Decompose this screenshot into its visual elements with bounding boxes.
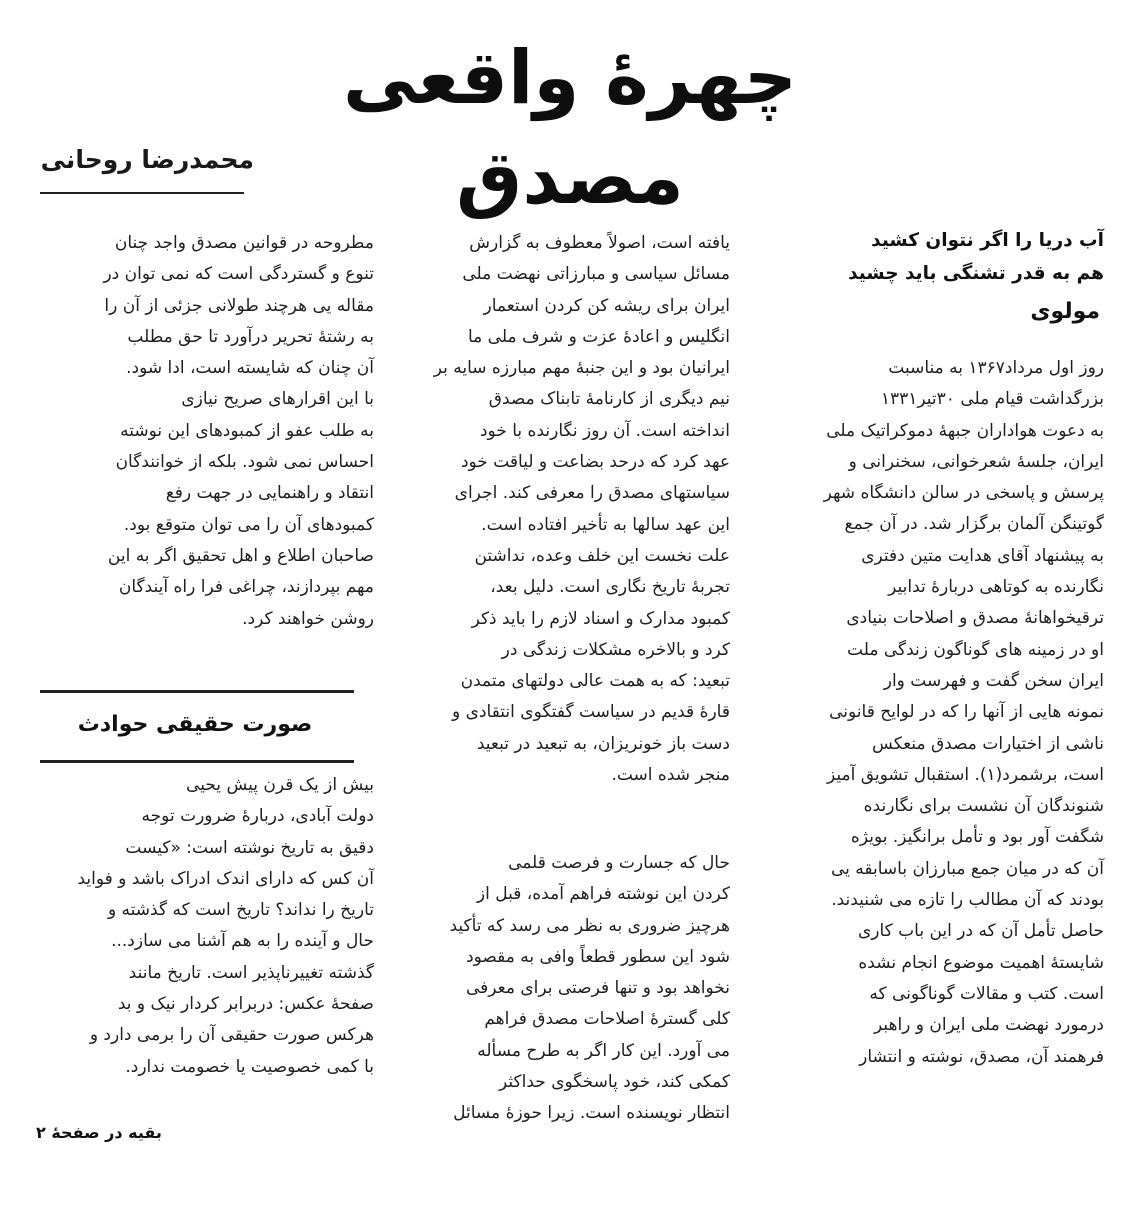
continued-note: بقیه در صفحهٔ ۲ xyxy=(36,1123,162,1142)
column-left-text-1: مطروحه در قوانین مصدق واجد چنان تنوع و گستردگی است که نمی توان در مقاله یی هرچند طولانی جزئی از آن را به رشتهٔ تحریر درآورد تا حق مطلب آن چنان که شایسته است، ادا شود. با این اقرارهای صریح نیازی به طلب عفو از کمبودهای این نوشته احساس نمی شود. بلکه از خوانندگان انتقاد و راهنمایی در جهت رفع کمبودهای آن را می توان متوقع بود. صاحبان اطلاع و اهل تحقیق اگر به این مهم بپردازند، چراغی فرا راه آیندگان روشن خواهند کرد. xyxy=(103,233,374,629)
author-underline xyxy=(40,192,244,194)
column-middle-text-2: حال که جسارت و فرصت قلمی کردن این نوشته فراهم آمده، قبل از هرچیز ضروری به نظر می رسد که تأکید شود این سطور قطعاً وافی به مقصود نخواهد بود و تنها فرصتی برای معرفی کلی گسترهٔ اصلاحات مصدق فراهم می آورد. این کار اگر به طرح مسأله کمکی کند، خود پاسخگوی حداکثر انتظار نویسنده است. زیرا حوزهٔ مسائل xyxy=(449,853,730,1124)
epigraph-poem: آب دریا را اگر نتوان کشید هم به قدر تشنگی باید چشید xyxy=(848,230,1104,284)
epigraph-poet: مولوی xyxy=(1030,299,1100,324)
article-title: چهرهٔ واقعی مصدق xyxy=(342,35,798,221)
column-middle-text-1: یافته است، اصولاً معطوف به گزارش مسائل سیاسی و مبارزاتی نهضت ملی ایران برای ریشه کن کردن استعمار انگلیس و اعادهٔ عزت و شرف ملی ما ایرانیان بود و این جنبهٔ مهم مبارزه سایه بر نیم دیگری از کارنامهٔ تابناک مصدق انداخته است. آن روز نگارنده با خود عهد کرد که درحد بضاعت و لیاقت خود سیاستهای مصدق را معرفی کند. اجرای این عهد سالها به تأخیر افتاده است. علت نخست این خلف وعده، نداشتن تجربهٔ تاریخ نگاری است. دلیل بعد، کمبود مدارک و اسناد لازم را باید ذکر کرد و بالاخره مشکلات زندگی در تبعید: که به همت عالی دولتهای متمدن قارهٔ قدیم در سیاست گفتگوی انتقادی و دست باز خونریزان، به تبعید در تبعید منجر شده است. xyxy=(433,233,730,786)
author-name: محمدرضا روحانی xyxy=(40,145,254,174)
column-right-text: روز اول مرداد۱۳۶۷ به مناسبت بزرگداشت قیام ملی ۳۰تیر۱۳۳۱ به دعوت هواداران جبههٔ دموکراتیک ملی ایران، جلسهٔ شعرخوانی، سخنرانی و پرسش و پاسخی در سالن دانشگاه شهر گوتینگن آلمان برگزار شد. در آن جمع به پیشنهاد آقای هدایت متین دفتری نگارنده به کوتاهی دربارهٔ تدابیر ترقیخواهانهٔ مصدق و اصلاحات بنیادی او در زمینه های گوناگون زندگی ملت ایران سخن گفت و فهرست وار نمونه هایی از آنها را که در لوایح قانونی ناشی از اختیارات مصدق منعکس است، برشمرد(۱). استقبال تشویق آمیز شنوندگان آن نشست برای نگارنده شگفت آور بود و تأمل برانگیز. بویژه آن که در میان جمع مبارزان باسابقه یی بودند که آن مطالب را تازه می شنیدند. حاصل تأمل آن که در این باب کاری شایستهٔ اهمیت موضوع انجام نشده است. کتب و مقالات گوناگونی که درمورد نهضت ملی ایران و راهبر فرهمند آن، مصدق، نوشته و انتشار xyxy=(823,358,1104,1067)
subheading: صورت حقیقی حوادث xyxy=(77,712,313,737)
subheading-rule-bottom xyxy=(40,760,354,763)
column-left-text-2: بیش از یک قرن پیش یحیی دولت آبادی، دربارهٔ ضرورت توجه دقیق به تاریخ نوشته است: «کیست آن کس که دارای اندک ادراک باشد و فواید تاریخ را نداند؟ تاریخ است که گذشته و حال و آینده را به هم آشنا می سازد... گذشته تغییرناپذیر است. تاریخ مانند صفحهٔ عکس: دربرابر کردار نیک و بد هرکس صورت حقیقی آن را برمی دارد و با کمی خصوصیت یا خصومت ندارد. xyxy=(77,775,374,1077)
subheading-rule-top xyxy=(40,690,354,693)
